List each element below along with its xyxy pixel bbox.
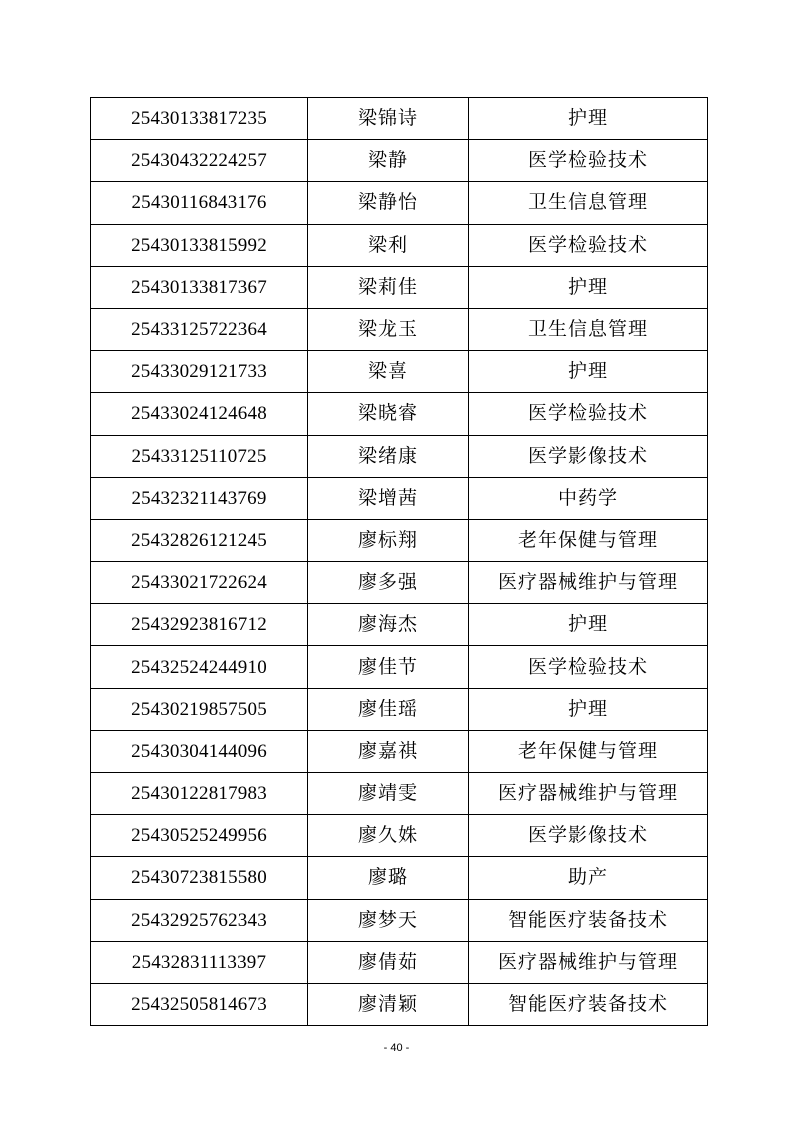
major-cell: 老年保健与管理 (469, 519, 708, 561)
major-cell: 医学检验技术 (469, 224, 708, 266)
table-row (91, 519, 708, 561)
table-row (91, 815, 708, 857)
student-id-cell: 25432925762343 (91, 899, 308, 941)
table-row (91, 773, 708, 815)
student-id-cell: 25433024124648 (91, 393, 308, 435)
student-id-cell: 25430304144096 (91, 730, 308, 772)
table-row (91, 140, 708, 182)
major-cell: 智能医疗装备技术 (469, 899, 708, 941)
student-name-cell: 廖倩茹 (308, 941, 469, 983)
major-cell: 助产 (469, 857, 708, 899)
table-row (91, 477, 708, 519)
student-name-cell: 廖璐 (308, 857, 469, 899)
student-name-cell: 廖清颖 (308, 983, 469, 1025)
student-name-cell: 廖梦天 (308, 899, 469, 941)
student-id-cell: 25430432224257 (91, 140, 308, 182)
table-row (91, 351, 708, 393)
student-id-cell: 25430219857505 (91, 688, 308, 730)
major-cell: 卫生信息管理 (469, 308, 708, 350)
table-row (91, 646, 708, 688)
major-cell: 医疗器械维护与管理 (469, 562, 708, 604)
table-row (91, 899, 708, 941)
student-id-cell: 25430723815580 (91, 857, 308, 899)
student-name-cell: 梁绪康 (308, 435, 469, 477)
major-cell: 医学检验技术 (469, 140, 708, 182)
major-cell: 医学检验技术 (469, 646, 708, 688)
table-row (91, 562, 708, 604)
student-id-cell: 25432524244910 (91, 646, 308, 688)
student-id-cell: 25432321143769 (91, 477, 308, 519)
major-cell: 护理 (469, 604, 708, 646)
student-id-cell: 25430133815992 (91, 224, 308, 266)
major-cell: 护理 (469, 688, 708, 730)
student-name-cell: 梁静 (308, 140, 469, 182)
student-roster-table (90, 97, 708, 1026)
student-name-cell: 廖靖雯 (308, 773, 469, 815)
table-row (91, 688, 708, 730)
student-id-cell: 25430133817367 (91, 266, 308, 308)
student-name-cell: 梁静怡 (308, 182, 469, 224)
table-row (91, 308, 708, 350)
student-name-cell: 廖久姝 (308, 815, 469, 857)
student-id-cell: 25430122817983 (91, 773, 308, 815)
major-cell: 护理 (469, 266, 708, 308)
student-id-cell: 25433029121733 (91, 351, 308, 393)
student-id-cell: 25432831113397 (91, 941, 308, 983)
table-row (91, 941, 708, 983)
major-cell: 卫生信息管理 (469, 182, 708, 224)
major-cell: 智能医疗装备技术 (469, 983, 708, 1025)
student-name-cell: 廖佳节 (308, 646, 469, 688)
page-number: - 40 - (383, 1042, 410, 1054)
student-name-cell: 梁利 (308, 224, 469, 266)
table-row (91, 393, 708, 435)
student-id-cell: 25433021722624 (91, 562, 308, 604)
table-row (91, 182, 708, 224)
major-cell: 医学影像技术 (469, 815, 708, 857)
student-name-cell: 梁喜 (308, 351, 469, 393)
major-cell: 老年保健与管理 (469, 730, 708, 772)
student-name-cell: 梁晓睿 (308, 393, 469, 435)
student-name-cell: 梁锦诗 (308, 98, 469, 140)
student-name-cell: 廖嘉祺 (308, 730, 469, 772)
table-row (91, 435, 708, 477)
student-name-cell: 廖海杰 (308, 604, 469, 646)
table-row (91, 857, 708, 899)
student-name-cell: 梁莉佳 (308, 266, 469, 308)
student-id-cell: 25432505814673 (91, 983, 308, 1025)
major-cell: 中药学 (469, 477, 708, 519)
student-id-cell: 25432923816712 (91, 604, 308, 646)
table-row (91, 266, 708, 308)
table-row (91, 224, 708, 266)
student-name-cell: 梁增茜 (308, 477, 469, 519)
table-row (91, 983, 708, 1025)
student-id-cell: 25430525249956 (91, 815, 308, 857)
student-name-cell: 廖佳瑶 (308, 688, 469, 730)
major-cell: 医学检验技术 (469, 393, 708, 435)
table-row (91, 730, 708, 772)
major-cell: 护理 (469, 98, 708, 140)
roster-table-body (91, 98, 708, 1026)
student-id-cell: 25433125722364 (91, 308, 308, 350)
major-cell: 医疗器械维护与管理 (469, 941, 708, 983)
student-id-cell: 25430116843176 (91, 182, 308, 224)
student-id-cell: 25430133817235 (91, 98, 308, 140)
major-cell: 医疗器械维护与管理 (469, 773, 708, 815)
student-name-cell: 廖标翔 (308, 519, 469, 561)
major-cell: 护理 (469, 351, 708, 393)
student-name-cell: 梁龙玉 (308, 308, 469, 350)
student-id-cell: 25433125110725 (91, 435, 308, 477)
table-row (91, 98, 708, 140)
major-cell: 医学影像技术 (469, 435, 708, 477)
student-id-cell: 25432826121245 (91, 519, 308, 561)
table-row (91, 604, 708, 646)
student-name-cell: 廖多强 (308, 562, 469, 604)
